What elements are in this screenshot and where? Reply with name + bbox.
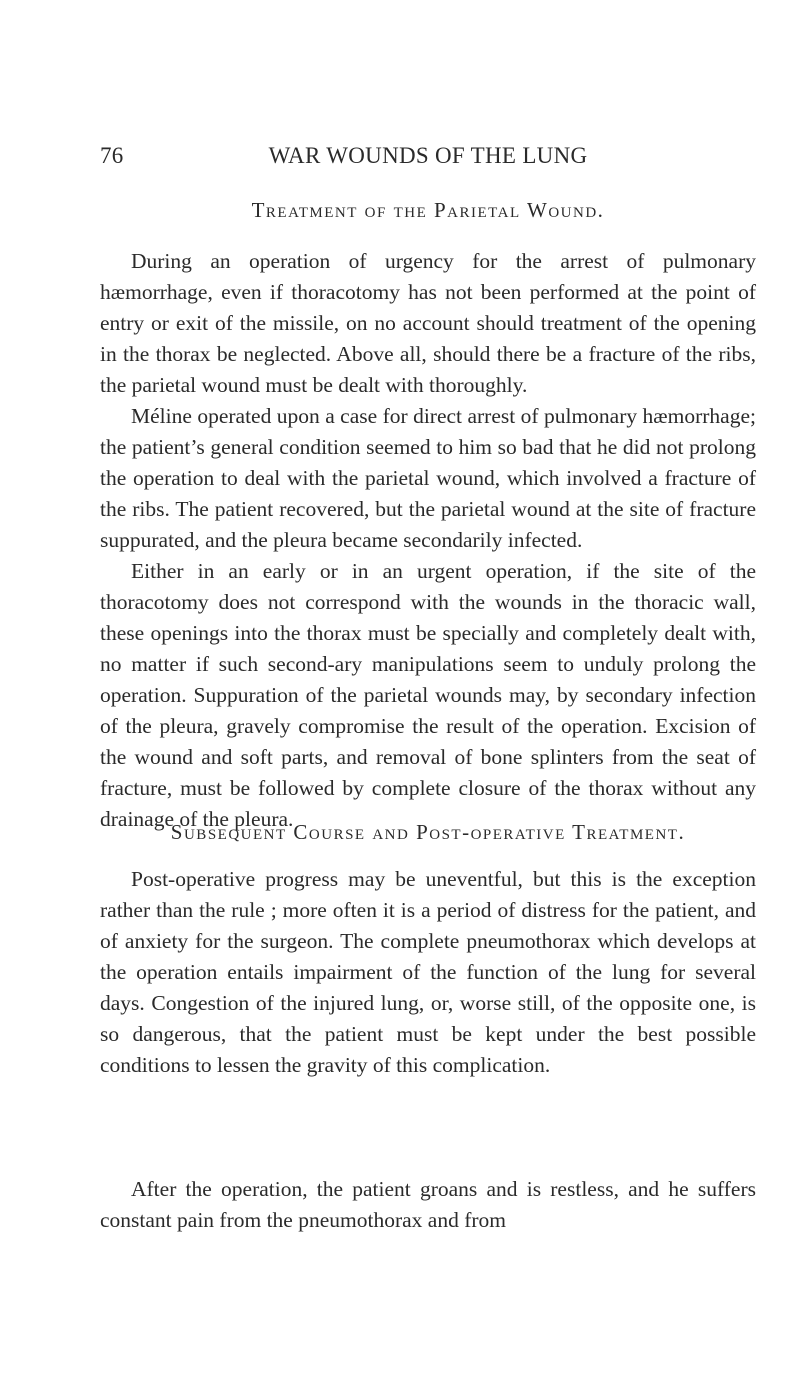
running-head <box>100 143 756 169</box>
section-heading-post-operative: Subsequent Course and Post-operative Treatment. <box>170 820 686 844</box>
paragraph: Either in an early or in an urgent operation, if the site of the thoracotomy does not correspond with the wounds in the thoracic wall, these openings into the thorax must be specially and completely dealt with, no matter if such second-ary manipulations seem to unduly prolong the operation. Suppuration of the parietal wounds may, by secondary infection of the pleura, gravely compromise the result of the operation. Excision of the wound and soft parts, and removal of bone splinters from the seat of fracture, must be followed by complete closure of the thorax without any drainage of the pleura. <box>100 559 756 831</box>
paragraph: After the operation, the patient groans and is restless, and he suffers constant pain from the pneumothorax and from <box>100 1177 756 1232</box>
paragraph: Méline operated upon a case for direct arrest of pulmonary hæmorrhage; the patient’s general condition seemed to him so bad that he did not prolong the operation to deal with the parietal wound, which involved a fracture of the ribs. The patient recovered, but the parietal wound at the site of fracture suppurated, and the pleura became secondarily infected. <box>100 404 756 552</box>
section-heading-parietal-wound: Treatment of the Parietal Wound. <box>251 198 605 222</box>
running-title: WAR WOUNDS OF THE LUNG <box>268 143 588 168</box>
paragraph: Post-operative progress may be uneventful, but this is the exception rather than the rule ; more often it is a period of distress for the patient, and of anxiety for the surgeon. The complete pneumothorax which develops at the operation entails impairment of the function of the lung for several days. Congestion of the injured lung, or, worse still, of the opposite one, is so dangerous, that the patient must be kept under the best possible conditions to lessen the gravity of this complication. <box>100 867 756 1077</box>
paragraph: During an operation of urgency for the arrest of pulmonary hæmorrhage, even if thoracotomy has not been performed at the point of entry or exit of the missile, on no account should treatment of the opening in the thorax be neglected. Above all, should there be a fracture of the ribs, the parietal wound must be dealt with thoroughly. <box>100 249 756 397</box>
page-number: 76 <box>100 143 124 168</box>
